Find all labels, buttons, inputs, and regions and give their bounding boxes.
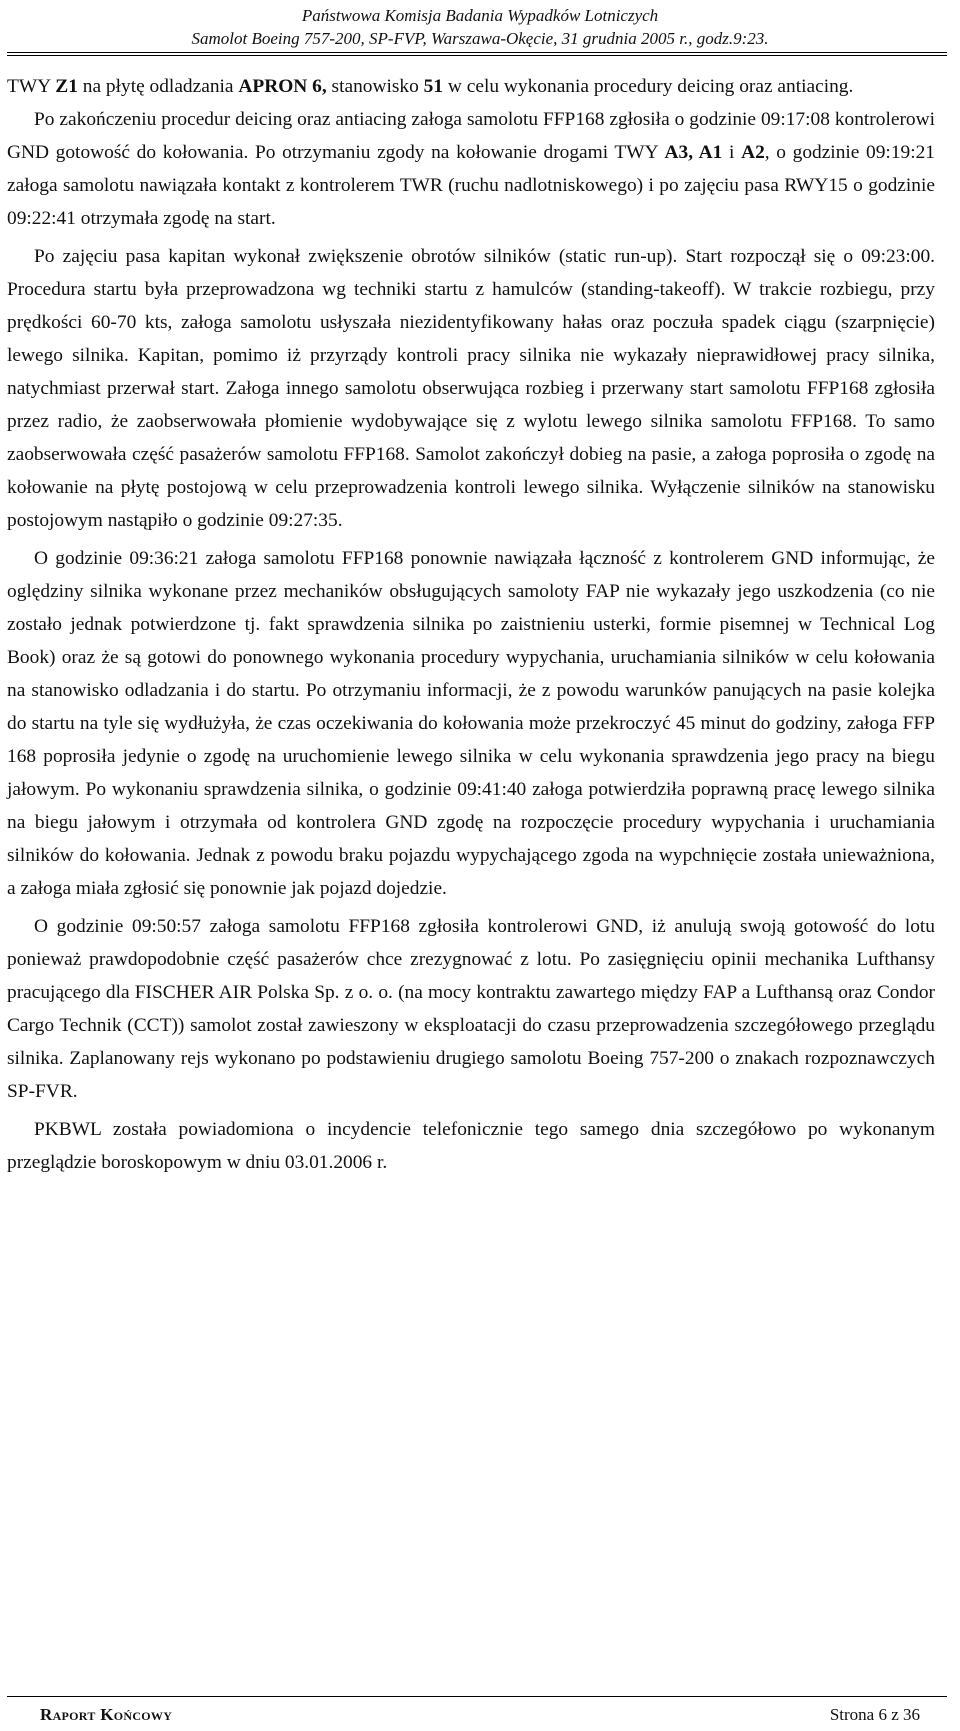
text-run: stanowisko: [326, 76, 424, 97]
header-subject: Samolot Boeing 757-200, SP-FVP, Warszawa-Okęcie, 31 grudnia 2005 r., godz.9:23.: [191, 29, 769, 48]
report-body: [7, 70, 935, 1184]
paragraph-1: [7, 70, 935, 103]
bold-run: A2: [741, 142, 765, 163]
text-run: i: [722, 142, 742, 163]
text-run: , o godzinie 09:19:21 załoga samolotu nawiązała kontakt z kontrolerem TWR (ruchu nadlotniskowego) i po zajęciu pasa RWY15 o godzinie 09:22:41 otrzymała zgodę na start.: [7, 142, 935, 229]
paragraph-6: PKBWL została powiadomiona o incydencie telefonicznie tego samego dnia szczegółowo po wykonanym przeglądzie boroskopowym w dniu 03.01.2006 r.: [7, 1119, 935, 1173]
text-run: Po zakończeniu procedur deicing oraz antiacing załoga samolotu FFP168 zgłosiła o godzinie 09:17:08 kontrolerowi GND gotowość do kołowania. Po otrzymaniu zgody na kołowanie drogami TWY: [7, 109, 935, 163]
bold-run: APRON 6,: [238, 76, 327, 97]
text-run: TWY: [7, 76, 56, 97]
paragraph-5: O godzinie 09:50:57 załoga samolotu FFP168 zgłosiła kontrolerowi GND, iż anulują swoją gotowość do lotu ponieważ prawdopodobnie część pasażerów chce zrezygnować z lotu. Po zasięgnięciu opinii mechanika Lufthansy pracującego dla FISCHER AIR Polska Sp. z o. o. (na mocy kontraktu zawartego między FAP a Lufthansą oraz Condor Cargo Technik (CCT)) samolot został zawieszony w eksploatacji do czasu przeprowadzenia szczegółowego przeglądu silnika. Zaplanowany rejs wykonano po podstawieniu drugiego samolotu Boeing 757-200 o znakach rozpoznawczych SP-FVR.: [7, 916, 935, 1102]
page-number: Strona 6 z 36: [829, 1705, 920, 1724]
footer-divider: [7, 1696, 947, 1697]
text-run: na płytę odladzania: [77, 76, 239, 97]
bold-run: 51: [423, 76, 444, 97]
footer-report-title: Raport Końcowy: [40, 1705, 173, 1724]
bold-run: Z1: [55, 76, 78, 97]
text-run: w celu wykonania procedury deicing oraz antiacing.: [443, 76, 854, 97]
header-divider: [7, 52, 947, 56]
page-header: [0, 6, 960, 49]
header-organization: Państwowa Komisja Badania Wypadków Lotniczych: [301, 6, 659, 25]
paragraph-3: Po zajęciu pasa kapitan wykonał zwiększenie obrotów silników (static run-up). Start rozpoczął się o 09:23:00. Procedura startu była przeprowadzona wg techniki startu z hamulców (standing-takeoff). W trakcie rozbiegu, przy prędkości 60-70 kts, załoga samolotu usłyszała niezidentyfikowany hałas oraz poczuła spadek ciągu (szarpnięcie) lewego silnika. Kapitan, pomimo iż przyrządy kontroli pracy silnika nie wykazały nieprawidłowej pracy silnika, natychmiast przerwał start. Załoga innego samolotu obserwująca rozbieg i przerwany start samolotu FFP168 zgłosiła przez radio, że zaobserwowała płomienie wydobywające się z wylotu lewego silnika samolotu FFP168. To samo zaobserwowała część pasażerów samolotu FFP168. Samolot zakończył dobieg na pasie, a załoga poprosiła o zgodę na kołowanie na płytę postojową w celu przeprowadzenia kontroli lewego silnika. Wyłączenie silników na stanowisku postojowym nastąpiło o godzinie 09:27:35.: [7, 246, 935, 531]
paragraph-4: O godzinie 09:36:21 załoga samolotu FFP168 ponownie nawiązała łączność z kontrolerem GND informując, że oględziny silnika wykonane przez mechaników obsługujących samoloty FAP nie wykazały jego uszkodzenia (co nie zostało jednak potwierdzone tj. fakt sprawdzenia silnika po zaistnieniu usterki, formie pisemnej w Technical Log Book) oraz że są gotowi do ponownego wykonania procedury wypychania, uruchamiania silników w celu kołowania na stanowisko odladzania i do startu. Po otrzymaniu informacji, że z powodu warunków panujących na pasie kolejka do startu na tyle się wydłużyła, że czas oczekiwania do kołowania może przekroczyć 45 minut do godziny, załoga FFP 168 poprosiła jedynie o zgodę na uruchomienie lewego silnika w celu wykonania sprawdzenia jego pracy na biegu jałowym. Po wykonaniu sprawdzenia silnika, o godzinie 09:41:40 załoga potwierdziła poprawną pracę lewego silnika na biegu jałowym i otrzymała od kontrolera GND zgodę na rozpoczęcie procedury wypychania i uruchamiania silników do kołowania. Jednak z powodu braku pojazdu wypychającego zgoda na wypchnięcie została unieważniona, a załoga miała zgłosić się ponownie jak pojazd dojedzie.: [7, 548, 935, 899]
paragraph-2: [7, 103, 935, 235]
bold-run: A3, A1: [664, 142, 723, 163]
